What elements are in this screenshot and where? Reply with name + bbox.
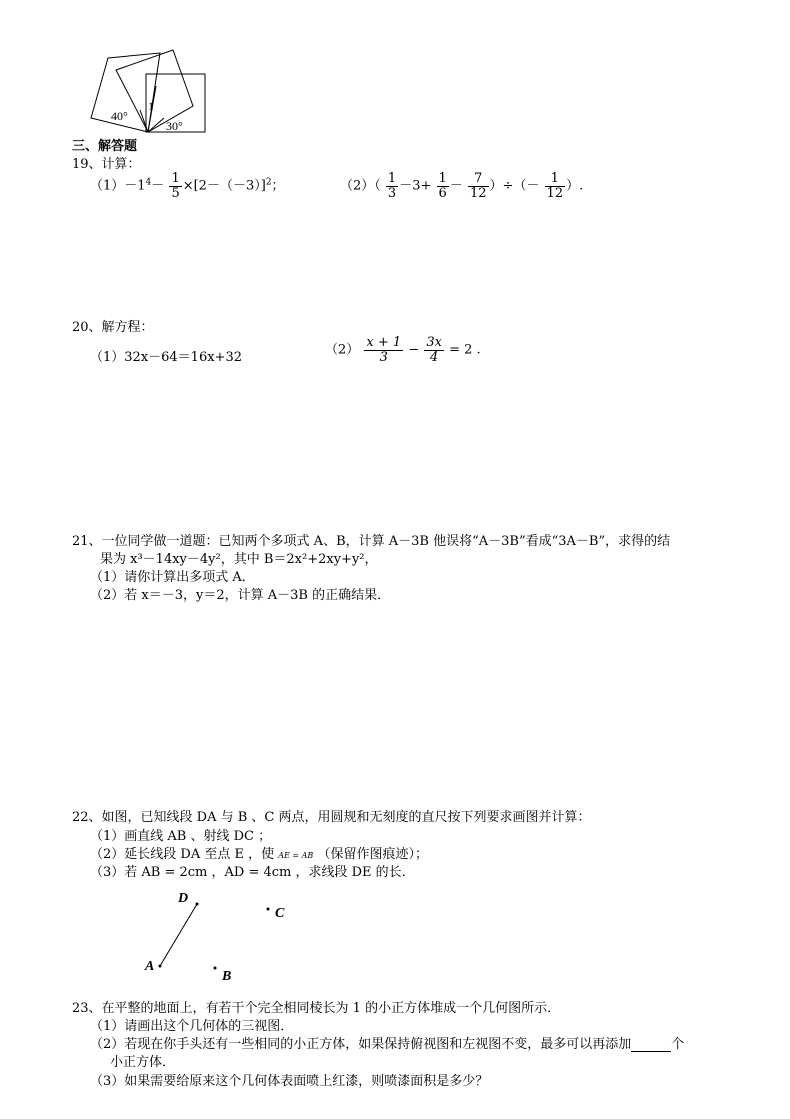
q19-part2: （2）（ $\frac{1}{3}$ －3+ $\frac{1}{6}$ － $\frac{7}{12}$ ）÷（－ $\frac{1}{12}$ ）.	[340, 171, 584, 201]
q21-line1: 21、一位同学做一道题：已知两个多项式 A、B，计算 A－3B 他误将“A－3B”看成“3A－B”，求得的结	[72, 534, 671, 549]
angle-40-label: 40°	[111, 109, 128, 123]
section-title: 三、解答题	[72, 139, 138, 154]
q22-part2: （2）延长线段 DA 至点 E ，使 AE = AB （保留作图痕迹）；	[90, 847, 428, 862]
q23-part2-line2: 小正方体．	[110, 1055, 176, 1070]
angle-30-label: 30°	[166, 119, 183, 133]
q21-part2: （2）若 x＝－3，y＝2，计算 A－3B 的正确结果．	[90, 588, 391, 603]
q20-part2: （2） $\frac{x + 1}{3}$ − $\frac{3x}{4}$ = 2 .	[325, 335, 481, 365]
segment-da	[160, 904, 197, 966]
label-a: A	[145, 959, 155, 974]
q23-part3: （3）如果需要给原来这个几何体表面喷上红漆，则喷漆面积是多少？	[90, 1074, 489, 1089]
q22-part1: （1）画直线 AB 、射线 DC ；	[90, 829, 272, 844]
point-a	[159, 965, 162, 968]
q22-part3: （3）若 AB = 2cm ，AD = 4cm ，求线段 DE 的长.	[90, 865, 406, 880]
q19-part1: $(1)-1^4-$ $\frac{1}{5}$ $\times[2-(-3)]^2$；	[90, 171, 285, 201]
q23-part2: （2）若现在你手头还有一些相同的小正方体，如果保持俯视图和左视图不变，最多可以再添加 个	[90, 1037, 685, 1052]
point-d	[196, 903, 199, 906]
q20-title: 20、解方程：	[72, 320, 154, 335]
angle-1-label: 1	[148, 99, 154, 113]
q19-title: 19、计算：	[72, 157, 141, 172]
angle-ray-2	[140, 110, 148, 132]
q21-part1: （1）请你计算出多项式 A．	[90, 570, 255, 585]
answer-blank[interactable]	[631, 1039, 671, 1052]
label-c: C	[275, 906, 285, 921]
label-d: D	[178, 891, 189, 906]
label-b: B	[222, 969, 232, 984]
q22-line1: 22、如图，已知线段 DA 与 B 、C 两点，用圆规和无刻度的直尺按下列要求画图并计算：	[72, 810, 591, 825]
point-b	[214, 967, 217, 970]
q21-line2: 果为 x³－14xy－4y²，其中 B＝2x²+2xy+y²，	[100, 552, 378, 567]
top-geometry-figure	[88, 48, 213, 136]
q22-figure	[140, 888, 300, 988]
q20-part1: （1）32x－64＝16x+32	[90, 350, 242, 365]
q23-line1: 23、在平整的地面上，有若干个完全相同棱长为 1 的小正方体堆成一个几何图所示．	[72, 1001, 561, 1016]
q23-part1: （1）请画出这个几何体的三视图．	[90, 1019, 294, 1034]
point-c	[267, 908, 270, 911]
